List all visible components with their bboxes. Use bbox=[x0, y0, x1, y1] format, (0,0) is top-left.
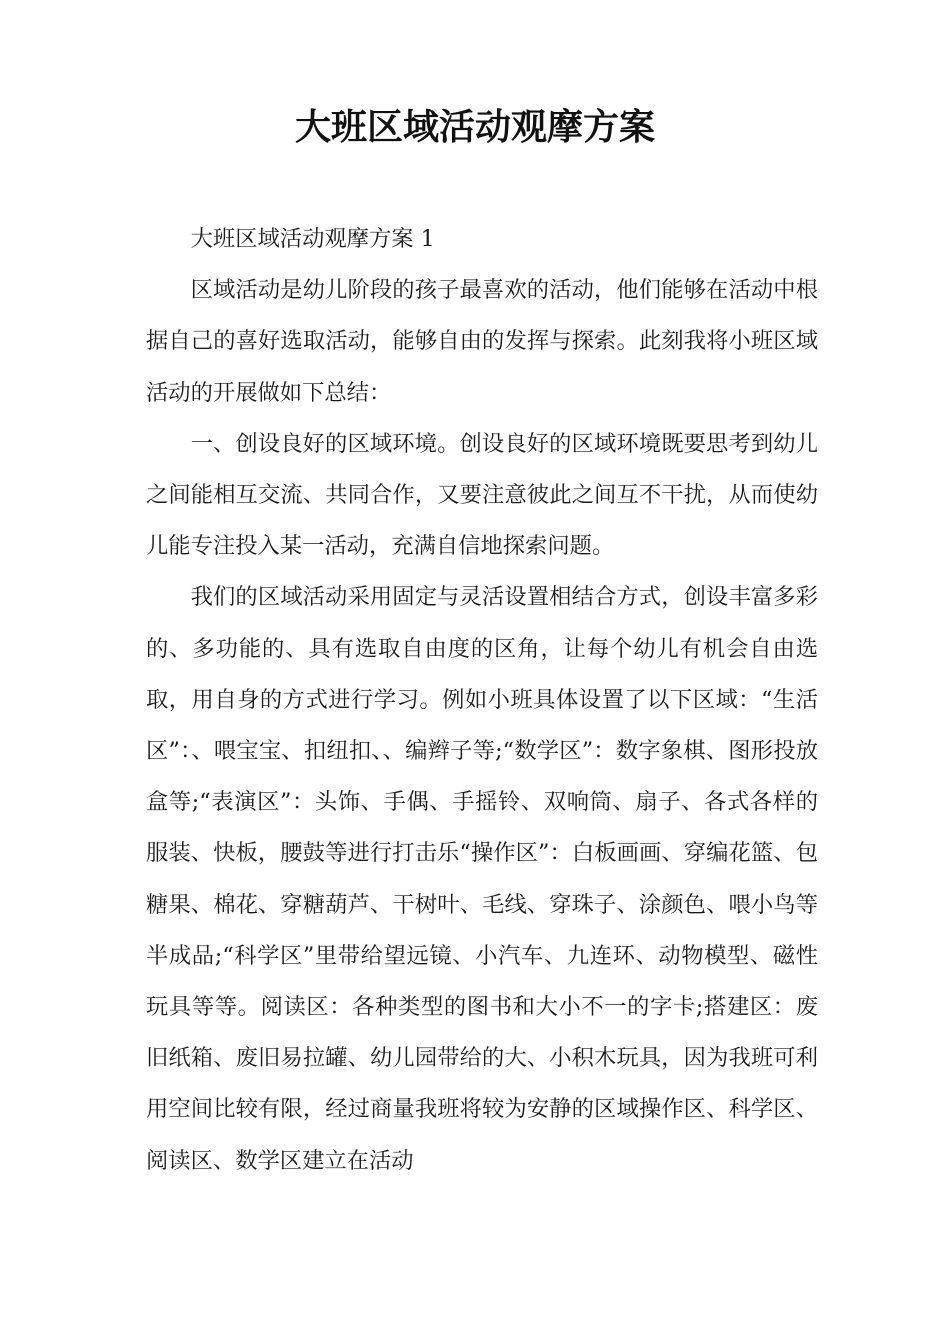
section-heading: 大班区域活动观摩方案 1 bbox=[190, 226, 435, 252]
paragraph-environment: 一、创设良好的区域环境。创设良好的区域环境既要思考到幼儿之间能相互交流、共同合作，又要注意彼此之间互不干扰，从而使幼儿能专注投入某一活动，充满自信地探索问题。 bbox=[146, 430, 818, 560]
paragraph-intro: 区域活动是幼儿阶段的孩子最喜欢的活动，他们能够在活动中根据自己的喜好选取活动，能够自由的发挥与探索。此刻我将小班区域活动的开展做如下总结： bbox=[146, 277, 818, 406]
document-body bbox=[146, 214, 818, 1187]
document-title: 大班区域活动观摩方案 bbox=[294, 107, 655, 148]
paragraph-areas: 我们的区域活动采用固定与灵活设置相结合方式，创设丰富多彩的、多功能的、具有选取自由度的区角，让每个幼儿有机会自由选取，用自身的方式进行学习。例如小班具体设置了以下区域：“生活区”：、喂宝宝、扣纽扣、、编辫子等;“数学区”：数字象棋、图形投放盒等;“表演区”：头饰、手偶、手摇铃、双响筒、扇子、各式各样的服装、快板，腰鼓等进行打击乐“操作区”：白板画画、穿编花篮、包糖果、棉花、穿糖葫芦、干树叶、毛线、穿珠子、涂颜色、喂小鸟等半成品;“科学区”里带给望远镜、小汽车、九连环、动物模型、磁性玩具等等。阅读区：各种类型的图书和大小不一的字卡;搭建区：废旧纸箱、废旧易拉罐、幼儿园带给的大、小积木玩具，因为我班可利用空间比较有限，经过商量我班将较为安静的区域操作区、科学区、阅读区、数学区建立在活动 bbox=[146, 584, 818, 1174]
